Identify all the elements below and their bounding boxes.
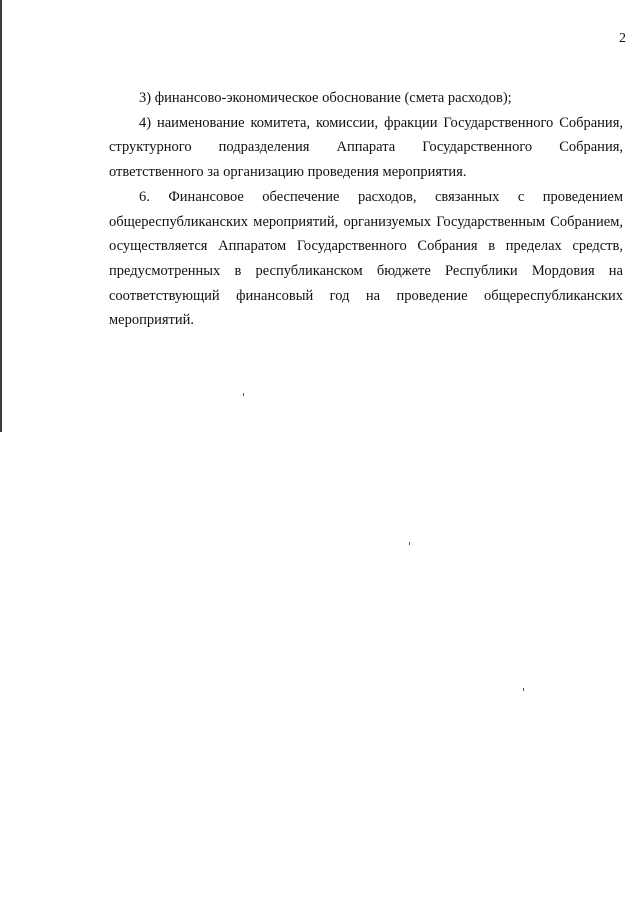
scan-speck [523,688,524,691]
paragraph-item-4: 4) наименование комитета, комиссии, фракции Государственного Собрания, структурного подразделения Аппарата Государственного Собрания, ответственного за организацию проведения мероприятия. [109,114,623,181]
paragraph-section-6: 6. Финансовое обеспечение расходов, связанных с проведением общереспубликанских мероприятий, организуемых Государственным Собранием, осуществляется Аппаратом Государственного Собрания в пределах средств, предусмотренных в республиканском бюджете Республики Мордовия на соответствующий финансовый год на проведение общереспубликанских мероприятий. [109,188,623,329]
scan-edge-line [0,0,2,432]
scan-speck [243,393,244,396]
document-body [109,86,623,333]
scan-speck [409,542,410,545]
paragraph-item-3: 3) финансово-экономическое обоснование (смета расходов); [139,90,512,106]
page-number: 2 [619,31,626,46]
